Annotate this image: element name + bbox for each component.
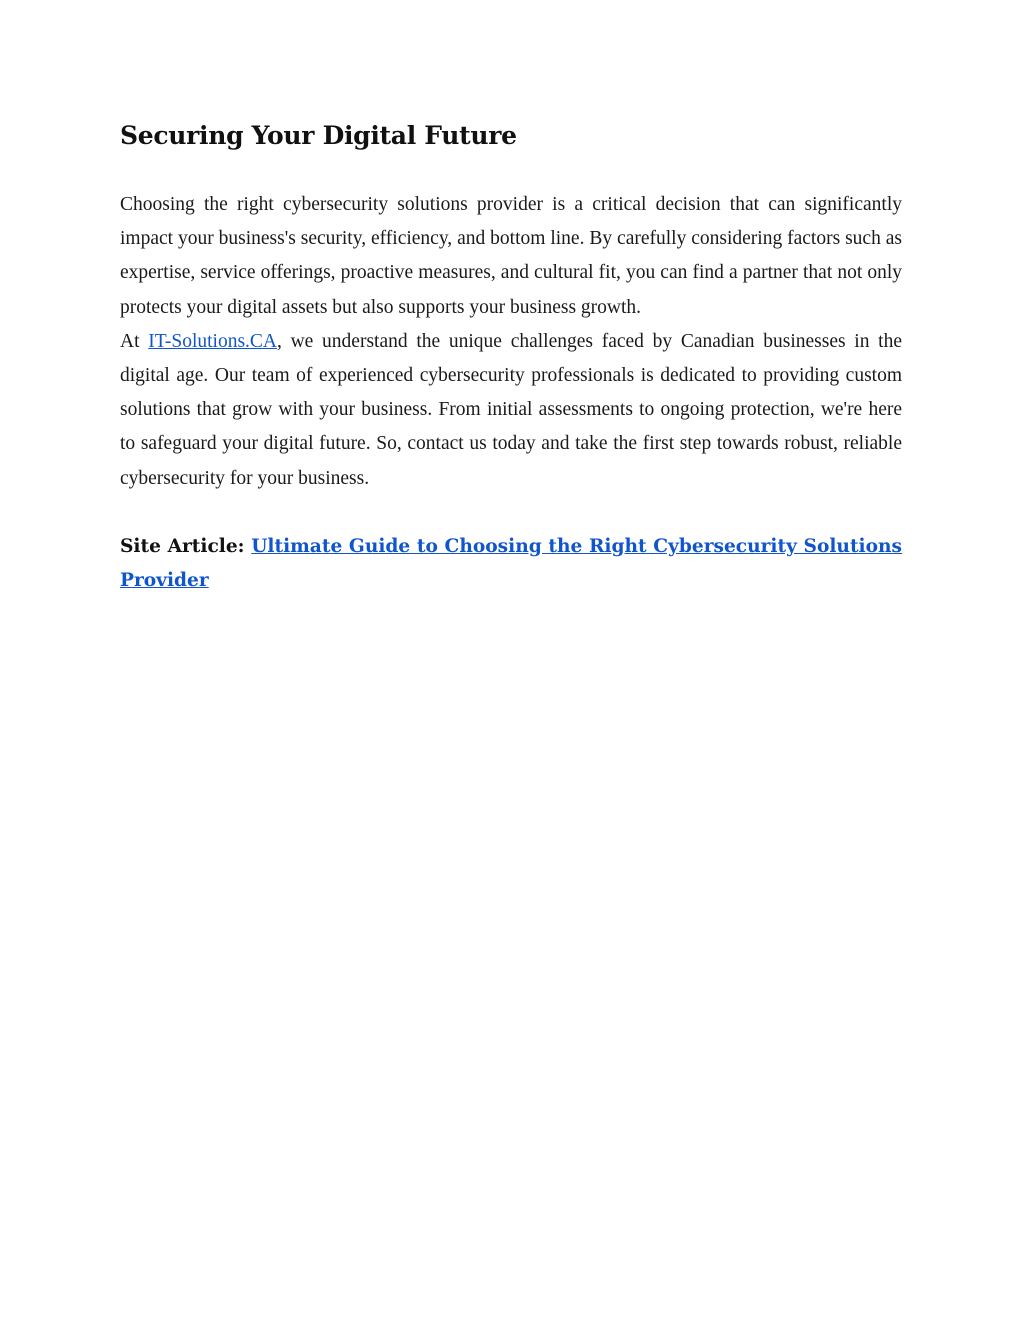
site-article-link[interactable]: Ultimate Guide to Choosing the Right Cybersecurity Solutions Provider (120, 535, 902, 592)
intro-paragraph: Choosing the right cybersecurity solutions provider is a critical decision that can significantly impact your business's security, efficiency, and bottom line. By carefully considering factors such as expertise, service offerings, proactive measures, and cultural fit, you can find a partner that not only protects your digital assets but also supports your business growth. (120, 194, 902, 318)
site-article-label: Site Article: (120, 535, 245, 557)
document-title: Securing Your Digital Future (120, 121, 517, 150)
site-article (120, 530, 902, 598)
paragraph-spacer (120, 496, 902, 530)
company-paragraph-body: , we understand the unique challenges faced by Canadian businesses in the digital age. Our team of experienced cybersecurity professionals is dedicated to providing custom solutions that grow with your business. From initial assessments to ongoing protection, we're here to safeguard your digital future. So, contact us today and take the first step towards robust, reliable cybersecurity for your business. (120, 330, 902, 489)
company-paragraph (120, 325, 902, 496)
company-paragraph-prefix: At (120, 330, 149, 352)
document-page (120, 112, 902, 598)
it-solutions-link[interactable]: IT-Solutions.CA (148, 330, 277, 352)
